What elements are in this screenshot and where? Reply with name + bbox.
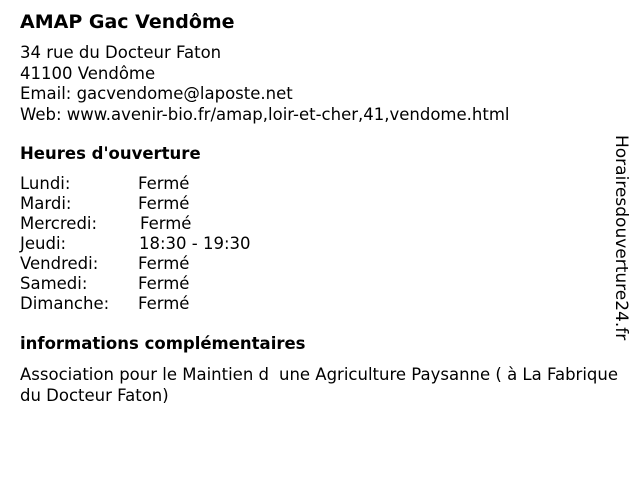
address-city: 41100 Vendôme (20, 63, 156, 83)
day-label: Mardi: (20, 194, 72, 213)
business-name: AMAP Gac Vendôme (20, 11, 235, 33)
day-hours: 18:30 - 19:30 (139, 234, 251, 253)
day-hours: Fermé (138, 194, 190, 213)
day-hours: Fermé (138, 254, 190, 273)
address-block (20, 43, 509, 125)
day-hours: Fermé (138, 274, 190, 293)
day-label: Samedi: (20, 274, 88, 293)
hours-heading: Heures d'ouverture (20, 144, 201, 163)
info-text: Association pour le Maintien dune Agriculture Paysanne ( à La Fabrique du Docteur Faton) (20, 365, 618, 405)
day-hours: Fermé (138, 294, 190, 313)
day-label: Vendredi: (20, 254, 99, 273)
address-street: 34 rue du Docteur Faton (20, 43, 222, 62)
day-label: Jeudi: (20, 234, 67, 253)
email-line: Email: gacvendome@laposte.net (20, 84, 293, 103)
day-label: Lundi: (20, 174, 71, 193)
day-label: Mercredi: (20, 214, 98, 233)
day-hours: Fermé (140, 214, 192, 233)
day-label: Dimanche: (20, 294, 110, 313)
web-line: Web: www.avenir-bio.fr/amap,loir-et-cher,41,vendome.html (20, 104, 510, 124)
watermark-text: Horairesdouverture24.fr (611, 135, 631, 341)
info-heading: informations complémentaires (20, 334, 306, 353)
day-hours: Fermé (138, 174, 190, 193)
